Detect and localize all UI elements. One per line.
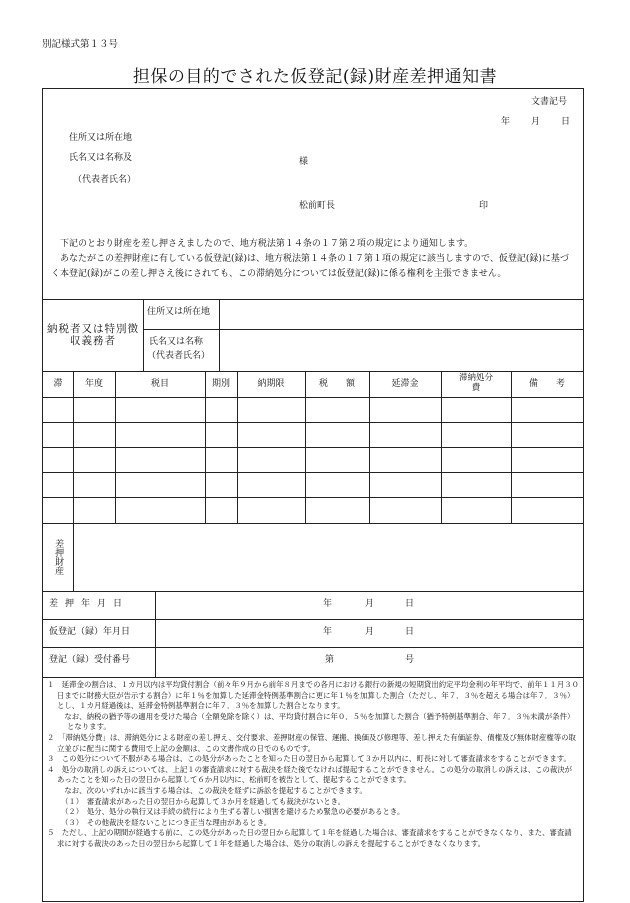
registration-number-label: 登記（録）受付番号 (49, 655, 131, 665)
seizure-day: 日 (405, 599, 415, 609)
divider (43, 497, 583, 498)
notice-paragraph-2: あなたがこの差押財産に有している仮登記(録)は、地方税法第１４条の１７第１項の規定に該当しますので、仮登記(録)に基づく本登記(録)がこの差し押さえ後にされても、この滞納処分については仮登記(録)に係る権利を主張できません。 (51, 254, 569, 279)
note-item: （３） その他裁決を経ないことにつき正当な理由があるとき。 (61, 817, 272, 827)
divider (219, 299, 220, 371)
note-item: ３ この処分について不服がある場合は、この処分があったことを知った日の翌日から起算して３か月以内に、町長に対して審査請求をすることができます。 (47, 754, 571, 764)
recipient-name-label: 氏名又は名称及 (69, 153, 133, 163)
divider (143, 329, 583, 330)
form-frame (42, 88, 584, 678)
provisional-year: 年 (323, 627, 333, 637)
seized-property-label: 差押財産 (53, 539, 64, 575)
date-year-label: 年 (501, 117, 511, 127)
divider (43, 447, 583, 448)
date-month-label: 月 (531, 117, 541, 127)
date-day-label: 日 (561, 117, 571, 127)
provisional-month: 月 (365, 627, 375, 637)
col-header: 滞納処分費 (458, 373, 493, 393)
divider (43, 299, 583, 300)
taxpayer-address-label: 住所又は所在地 (147, 307, 211, 317)
seal-mark: 印 (479, 201, 489, 211)
col-header: 備 考 (528, 378, 565, 389)
taxpayer-label: 納税者又は特別徴収義務者 (47, 322, 139, 347)
note-item: １ 延滞金の割合は、１カ月以内は平均貸付割合（前々年９月から前年８月までの各月における銀行の新規の短期貸出約定平均金利の年平均で、前年１１月３０日までに財務大臣が告示する割合）に年１％を加算した延滞金特例基準割合に更に年１％を加算した割合（ただし、年７．３％を超える場合は年７．３％）とし、１カ月経過後は、延滞金特例基準割合に年７．３％を加算した割合となります。 (47, 680, 579, 711)
col-header: 期別 (211, 378, 230, 389)
note-item: ４ 処分の取消しの訴えについては、上記１の審査請求に対する裁決を経た後でなければ提起することができません。この処分の取消しの訴えは、この裁決があったことを知った日の翌日から起算して６か月以内に、松前町を被告として、提起することができます。 (47, 764, 573, 785)
taxpayer-rep-label: （代表者氏名） (147, 351, 211, 361)
notes-section (42, 678, 584, 902)
divider (43, 523, 583, 524)
registration-number-suffix: 号 (405, 655, 415, 665)
divider (143, 299, 144, 371)
divider (43, 472, 583, 473)
col-header: 納期限 (257, 378, 285, 389)
col-header: 税目 (150, 378, 169, 389)
divider (43, 647, 583, 648)
provisional-day: 日 (405, 627, 415, 637)
doc-number-label: 文書記号 (531, 97, 568, 107)
issuer-name: 松前町長 (299, 201, 336, 211)
col-header: 延滞金 (391, 378, 419, 389)
col-header: 年度 (84, 378, 103, 389)
seizure-date-label: 差押年月日 (49, 599, 130, 609)
note-item: なお、次のいずれかに該当する場合は、この裁決を経ずに訴訟を提起することができます。 (57, 785, 367, 795)
note-item: ２ 「滞納処分費」は、滞納処分による財産の差し押え、交付要求、差押財産の保管、運搬、換価及び修理等、差し押えた有価証券、債権及び無体財産権等の取立並びに配当に関する費用で上記の金額は、この文書作成の日でのものです。 (47, 732, 576, 753)
recipient-address-label: 住所又は所在地 (69, 133, 133, 143)
provisional-date-label: 仮登記（録）年月日 (49, 627, 131, 637)
honorific: 様 (299, 157, 309, 167)
divider (43, 591, 583, 592)
note-item: ５ ただし、上記の期間が経過する前に、この処分があった日の翌日から起算して１年を経過した場合は、審査請求をすることができなくなり、また、審査請求に対する裁決のあった日の翌日から起算して１年を経過した場合は、処分の取消しの訴えを提起することができなくなります。 (47, 828, 572, 848)
divider (43, 619, 583, 620)
registration-number-prefix: 第 (325, 655, 335, 665)
divider (43, 422, 583, 423)
col-header: 滞 (53, 378, 63, 389)
note-item: （１） 審査請求があった日の翌日から起算して３か月を経過しても裁決がないとき。 (61, 796, 346, 806)
divider (73, 371, 74, 591)
col-header: 税 額 (318, 378, 355, 389)
note-item: なお、納税の猶予等の適用を受けた場合（全額免除を除く）は、平均貸付割合に年０．５％を加算した割合（猶予特例基準割合、年７．３％未満が条件）となります。 (57, 711, 575, 732)
taxpayer-name-label: 氏名又は名称 (149, 337, 204, 347)
seizure-year: 年 (323, 599, 333, 609)
seizure-month: 月 (365, 599, 375, 609)
note-item: （２） 処分、処分の執行又は手続の続行により生ずる著しい損害を避けるため緊急の必要があるとき。 (61, 807, 405, 817)
recipient-rep-label: （代表者氏名） (73, 175, 137, 185)
form-number: 別記様式第１３号 (42, 39, 119, 50)
notice-paragraph-1: 下記のとおり財産を差し押さえましたので、地方税法第１４条の１７第２項の規定により通知します。 (51, 239, 474, 249)
divider (155, 591, 156, 677)
divider (43, 397, 583, 398)
document-title: 担保の目的でされた仮登記(録)財産差押通知書 (132, 67, 498, 87)
